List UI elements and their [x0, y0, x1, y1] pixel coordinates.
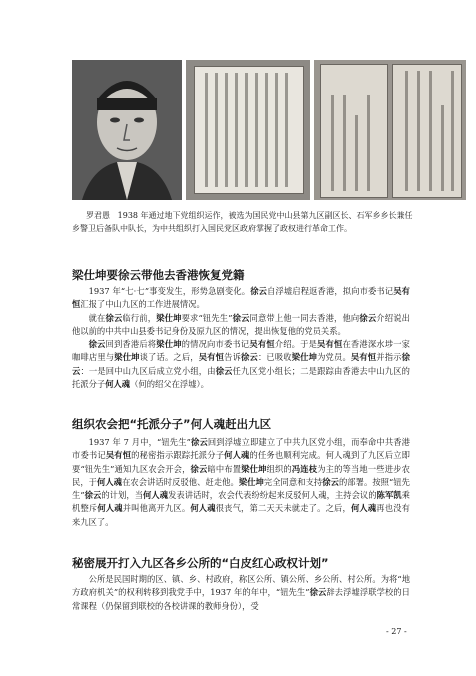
- caption-text: 1938 年通过地下党组织运作，被选为国民党中山县第九区副区长、石军乡乡长兼任乡警卫后备队中队长，为中共组织打入国民党区政府掌握了政权进行革命工作。: [72, 211, 413, 233]
- person-name: 吴有恒: [198, 352, 225, 363]
- person-name: 徐云: [72, 352, 410, 376]
- person-name: 梁仕坤: [156, 339, 182, 350]
- paragraph: 就在徐云临行前，梁仕坤要求“钮先生”徐云同意带上他一同去香港，他向徐云介绍说出他以前的中共中山县委书记身份及原九区的情况，提出恢复他的党员关系。: [72, 312, 410, 336]
- section-title-3: 秘密展开打入九区各乡公所的“白皮红心政权计划”: [72, 556, 329, 570]
- person-name: 吴有恒: [72, 286, 410, 310]
- person-name: 徐云: [232, 312, 250, 323]
- person-name: 陈军凯: [376, 490, 402, 501]
- section-title-2: 组织农会把“托派分子”何人魂赶出九区: [72, 417, 272, 431]
- person-name: 何人魂: [143, 490, 169, 501]
- person-name: 徐云: [309, 587, 327, 598]
- person-name: 徐云: [241, 352, 258, 363]
- person-name: 徐云: [190, 463, 208, 474]
- person-name: 吴有恒: [350, 352, 377, 363]
- paragraph: 1937 年 7 月中，“钮先生”徐云回到浮墟立即建立了中共九区党小组，而奉命中共香港市委书记吴有恒的秘密指示跟踪托派分子何人魂的任务也顺利完成。何人魂到了九区后立即要“钮先生”通知九区农会开会，徐云暗中布置梁仕坤组织的冯连枝为主的等当地一些进步农民，于何人魂在农会讲话时反驳他、赶走他。梁仕坤完全同意和支持徐云的部署。按照“钮先生”徐云的计划，当何人魂发表讲话时，农会代表纷纷起来反驳何人魂，主持会议的陈军凯乘机整斥何人魂并叫他离开九区。何人魂很丧气，第二天天未就走了。之后，何人魂再也没有来九区了。: [72, 437, 410, 527]
- portrait-photo: [72, 60, 182, 200]
- person-name: 何人魂: [105, 379, 131, 390]
- section-body-2: [72, 436, 410, 529]
- photo-strip: [72, 60, 462, 200]
- person-name: 梁仕坤: [291, 352, 318, 363]
- person-name: 徐云: [88, 339, 106, 350]
- photo-caption: [72, 209, 420, 235]
- paragraph: 公所是民国时期的区、镇、乡、村政府，称区公所、镇公所、乡公所、村公所。为将“地方政府机关”的权利转移到我党手中，1937 年的年中，“钮先生”徐云辞去浮墟浮联学校的日常课程（仍保留到联校的各校讲课的教师身份），受: [72, 574, 410, 611]
- caption-name: 罗君愚: [86, 211, 110, 220]
- person-name: 梁仕坤: [238, 476, 264, 487]
- person-name: 冯连枝: [291, 463, 318, 474]
- person-name: 徐云: [359, 312, 377, 323]
- paragraph: 1937 年“七·七”事变发生，形势急剧变化。徐云自浮墟启程返香港，拟向市委书记吴有恒汇报了中山九区的工作进展情况。: [72, 286, 410, 310]
- person-name: 梁仕坤: [114, 352, 140, 363]
- person-name: 何人魂: [350, 503, 377, 514]
- person-name: 徐云: [84, 490, 102, 501]
- section-body-3: [72, 573, 410, 613]
- person-name: 梁仕坤: [241, 463, 267, 474]
- person-name: 徐云: [250, 286, 268, 296]
- document-photo-1: [186, 60, 310, 200]
- person-name: 何人魂: [97, 503, 123, 514]
- paragraph: 徐云回到香港后将梁仕坤的情况向市委书记吴有恒介绍。于是吴有恒在香港深水埗一家咖啡店里与梁仕坤谈了话。之后，吴有恒告诉徐云：已吸收梁仕坤为党员。吴有恒并指示徐云：一是回中山九区后成立党小组，由徐云任九区党小组长；二是跟踪由香港去中山九区的托派分子何人魂（何的绍父在浮墟）。: [72, 339, 410, 390]
- person-name: 何人魂: [224, 450, 250, 461]
- person-name: 梁仕坤: [156, 312, 182, 323]
- person-name: 徐云: [215, 365, 233, 376]
- section-body-1: [72, 285, 410, 391]
- page-number: - 27 -: [386, 627, 407, 636]
- person-name: 吴有恒: [105, 450, 132, 461]
- person-name: 徐云: [322, 476, 339, 487]
- person-name: 徐云: [190, 437, 208, 447]
- section-title-1: 梁仕坤要徐云带他去香港恢复党籍: [72, 268, 245, 282]
- person-name: 吴有恒: [317, 339, 343, 350]
- person-name: 何人魂: [97, 476, 123, 487]
- person-name: 吴有恒: [249, 339, 275, 350]
- person-name: 徐云: [105, 312, 123, 323]
- document-photo-2: [314, 60, 466, 200]
- person-name: 何人魂: [190, 503, 216, 514]
